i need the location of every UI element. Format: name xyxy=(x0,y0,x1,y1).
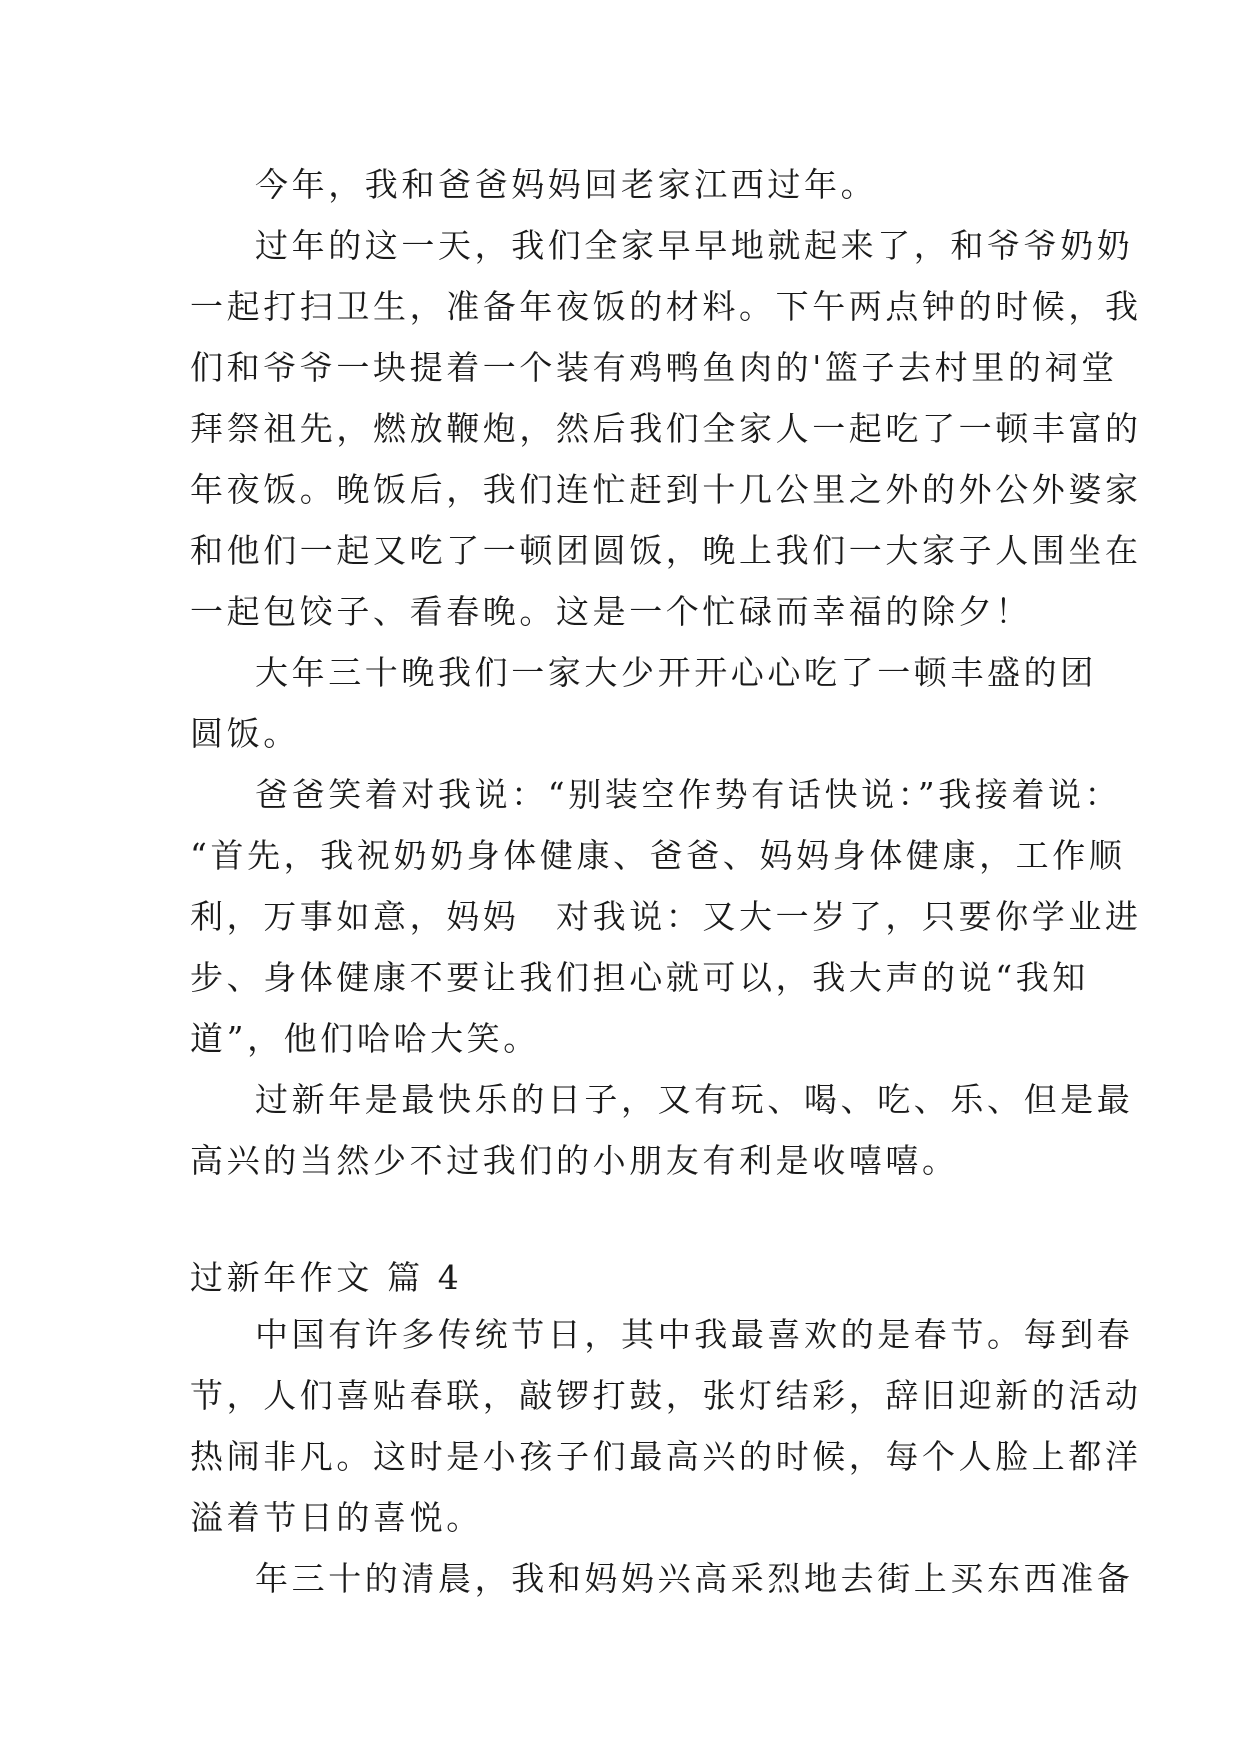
paragraph-line: 拜祭祖先，燃放鞭炮，然后我们全家人一起吃了一顿丰富的 xyxy=(190,409,1142,448)
paragraph-line: 一起包饺子、看春晚。这是一个忙碌而幸福的除夕！ xyxy=(190,592,1032,631)
paragraph-line: 爸爸笑着对我说：“别装空作势有话快说：”我接着说： xyxy=(255,775,1122,814)
paragraph-line: 年三十的清晨，我和妈妈兴高采烈地去街上买东西准备 xyxy=(255,1559,1134,1598)
paragraph-line: 道”，他们哈哈大笑。 xyxy=(190,1019,540,1058)
paragraph-line: 热闹非凡。这时是小孩子们最高兴的时候，每个人脸上都洋 xyxy=(190,1437,1142,1476)
paragraph-line: 中国有许多传统节日，其中我最喜欢的是春节。每到春 xyxy=(255,1315,1134,1354)
paragraph-line: 步、身体健康不要让我们担心就可以，我大声的说“我知 xyxy=(190,958,1089,997)
paragraph-line: 大年三十晚我们一家大少开开心心吃了一顿丰盛的团 xyxy=(255,653,1097,692)
paragraph-line: 年夜饭。晚饭后，我们连忙赶到十几公里之外的外公外婆家 xyxy=(190,470,1142,509)
paragraph-line: 们和爷爷一块提着一个装有鸡鸭鱼肉的'篮子去村里的祠堂 xyxy=(190,348,1118,387)
paragraph-line: 圆饭。 xyxy=(190,714,300,753)
paragraph-line: 过年的这一天，我们全家早早地就起来了，和爷爷奶奶 xyxy=(255,226,1134,265)
paragraph-line: 高兴的当然少不过我们的小朋友有利是收嘻嘻。 xyxy=(190,1141,959,1180)
paragraph-line: 溢着节日的喜悦。 xyxy=(190,1498,483,1537)
paragraph-line: 过新年是最快乐的日子，又有玩、喝、吃、乐、但是最 xyxy=(255,1080,1134,1119)
section-heading: 过新年作文 篇 4 xyxy=(190,1258,463,1297)
document-body xyxy=(190,154,1142,1609)
paragraph-line: 一起打扫卫生，准备年夜饭的材料。下午两点钟的时候，我 xyxy=(190,287,1142,326)
paragraph-line: 节，人们喜贴春联，敲锣打鼓，张灯结彩，辞旧迎新的活动 xyxy=(190,1376,1142,1415)
paragraph-line: 和他们一起又吃了一顿团圆饭，晚上我们一大家子人围坐在 xyxy=(190,531,1142,570)
paragraph-line: 今年，我和爸爸妈妈回老家江西过年。 xyxy=(255,165,878,204)
paragraph-line: “首先，我祝奶奶身体健康、爸爸、妈妈身体健康，工作顺 xyxy=(190,836,1126,875)
paragraph-line: 利，万事如意，妈妈 对我说：又大一岁了，只要你学业进 xyxy=(190,897,1142,936)
section-spacer xyxy=(190,1191,1060,1252)
